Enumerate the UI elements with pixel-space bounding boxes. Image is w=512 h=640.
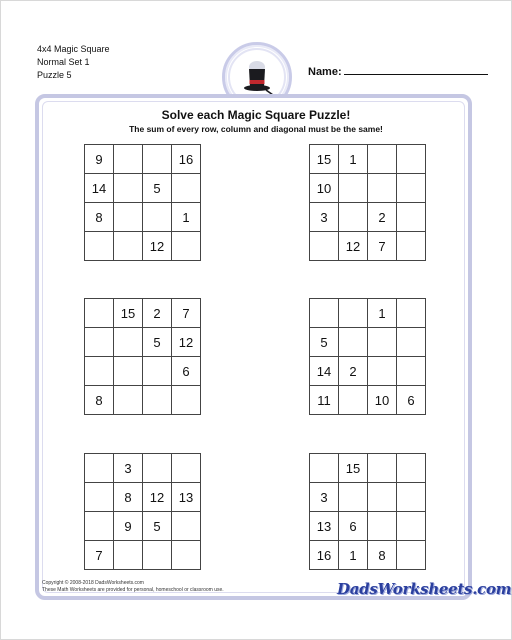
name-field (308, 64, 488, 78)
grid-cell: 13 (172, 483, 201, 512)
grid-row (85, 483, 201, 512)
grid-cell (368, 174, 397, 203)
grid-cell (397, 299, 426, 328)
grid-cell: 15 (310, 145, 339, 174)
grid-cell: 5 (143, 328, 172, 357)
name-label: Name: (308, 66, 342, 78)
grid-cell (143, 386, 172, 415)
grid-cell: 16 (310, 541, 339, 570)
grid-cell (114, 357, 143, 386)
grid-cell: 14 (85, 174, 114, 203)
footer (42, 580, 224, 594)
grid-cell: 2 (339, 357, 368, 386)
grid-cell (368, 454, 397, 483)
grid-cell: 7 (85, 541, 114, 570)
grid-cell (172, 512, 201, 541)
magic-square-2 (309, 144, 426, 261)
grid-cell (310, 232, 339, 261)
worksheet-set: Normal Set 1 (37, 57, 90, 67)
grid-cell (339, 174, 368, 203)
grid-row (85, 174, 201, 203)
grid-row (310, 483, 426, 512)
grid-cell: 5 (310, 328, 339, 357)
grid-cell (397, 483, 426, 512)
grid-cell: 3 (114, 454, 143, 483)
grid-cell: 11 (310, 386, 339, 415)
name-line (344, 64, 488, 75)
grid-cell (339, 203, 368, 232)
grid-cell (85, 512, 114, 541)
grid-row (85, 232, 201, 261)
grid-row (310, 232, 426, 261)
grid-cell (368, 512, 397, 541)
usage-note: These Math Worksheets are provided for personal, homeschool or classroom use. (42, 587, 224, 593)
grid-cell (368, 357, 397, 386)
grid-cell: 5 (143, 174, 172, 203)
grid-cell: 16 (172, 145, 201, 174)
grid-cell (397, 541, 426, 570)
grid-cell: 10 (310, 174, 339, 203)
grid-cell (310, 454, 339, 483)
grid-cell: 12 (172, 328, 201, 357)
magic-square-4 (309, 298, 426, 415)
grid-cell (368, 145, 397, 174)
grid-cell (368, 483, 397, 512)
grid-cell (172, 386, 201, 415)
grid-cell (397, 328, 426, 357)
grid-cell: 6 (397, 386, 426, 415)
grid-cell (143, 357, 172, 386)
grid-row (310, 328, 426, 357)
instructions-title: Solve each Magic Square Puzzle! (161, 108, 351, 122)
grid-cell (114, 174, 143, 203)
magic-square-1 (84, 144, 201, 261)
magic-square-6 (309, 453, 426, 570)
worksheet-type: 4x4 Magic Square (37, 44, 110, 54)
grid-cell: 10 (368, 386, 397, 415)
grid-cell (397, 357, 426, 386)
grid-row (85, 541, 201, 570)
magic-square-3 (84, 298, 201, 415)
grid-row (85, 454, 201, 483)
grid-cell (339, 299, 368, 328)
grid-cell: 2 (368, 203, 397, 232)
grid-cell (85, 232, 114, 261)
grid-row (85, 299, 201, 328)
grid-cell (114, 541, 143, 570)
grid-cell (114, 145, 143, 174)
grid-cell (143, 454, 172, 483)
instructions-subtitle: The sum of every row, column and diagonal must be the same! (129, 124, 383, 134)
grid-cell (143, 541, 172, 570)
grid-cell: 14 (310, 357, 339, 386)
grid-row (85, 145, 201, 174)
grid-cell (114, 203, 143, 232)
brand-logo: DadsWorksheets.com (337, 580, 512, 598)
grid-row (85, 328, 201, 357)
grid-cell: 13 (310, 512, 339, 541)
grid-cell (172, 541, 201, 570)
grid-row (85, 386, 201, 415)
grid-cell: 7 (368, 232, 397, 261)
grid-cell (397, 174, 426, 203)
grid-cell: 1 (172, 203, 201, 232)
grid-cell (310, 299, 339, 328)
grid-row (85, 357, 201, 386)
grid-cell: 9 (85, 145, 114, 174)
grid-row (85, 203, 201, 232)
grid-cell: 8 (85, 203, 114, 232)
copyright-text: Copyright © 2008-2018 DadsWorksheets.com (42, 580, 144, 586)
grid-cell (172, 454, 201, 483)
grid-cell: 2 (143, 299, 172, 328)
grid-cell: 3 (310, 483, 339, 512)
worksheet-info (37, 43, 110, 82)
grid-cell: 9 (114, 512, 143, 541)
puzzle-number: Puzzle 5 (37, 70, 72, 80)
grid-cell (339, 483, 368, 512)
grid-cell: 1 (339, 541, 368, 570)
grid-cell (368, 328, 397, 357)
grid-cell: 1 (368, 299, 397, 328)
grid-cell: 12 (143, 232, 172, 261)
grid-cell (172, 232, 201, 261)
grid-cell: 15 (114, 299, 143, 328)
grid-cell (143, 203, 172, 232)
grid-row (85, 512, 201, 541)
grid-cell: 1 (339, 145, 368, 174)
grid-cell (172, 174, 201, 203)
grid-cell: 12 (339, 232, 368, 261)
grid-cell (397, 232, 426, 261)
grid-row (310, 357, 426, 386)
grid-cell (339, 328, 368, 357)
grid-cell (85, 357, 114, 386)
grid-row (310, 386, 426, 415)
grid-cell (85, 454, 114, 483)
grid-cell: 8 (114, 483, 143, 512)
grid-cell: 6 (172, 357, 201, 386)
grid-row (310, 299, 426, 328)
grid-cell: 5 (143, 512, 172, 541)
grid-cell: 6 (339, 512, 368, 541)
grid-cell (85, 328, 114, 357)
grid-cell (114, 386, 143, 415)
grid-cell: 12 (143, 483, 172, 512)
grid-cell (397, 512, 426, 541)
grid-cell (397, 203, 426, 232)
grid-row (310, 203, 426, 232)
grid-cell (397, 145, 426, 174)
grid-cell: 15 (339, 454, 368, 483)
grid-row (310, 454, 426, 483)
grid-cell (114, 232, 143, 261)
grid-cell (339, 386, 368, 415)
grid-cell (143, 145, 172, 174)
grid-row (310, 512, 426, 541)
magic-square-5 (84, 453, 201, 570)
grid-row (310, 145, 426, 174)
grid-cell: 3 (310, 203, 339, 232)
grid-cell (397, 454, 426, 483)
grid-cell: 8 (85, 386, 114, 415)
grid-row (310, 174, 426, 203)
grid-row (310, 541, 426, 570)
grid-cell: 8 (368, 541, 397, 570)
grid-cell (85, 299, 114, 328)
grid-cell (114, 328, 143, 357)
grid-cell: 7 (172, 299, 201, 328)
grid-cell (85, 483, 114, 512)
